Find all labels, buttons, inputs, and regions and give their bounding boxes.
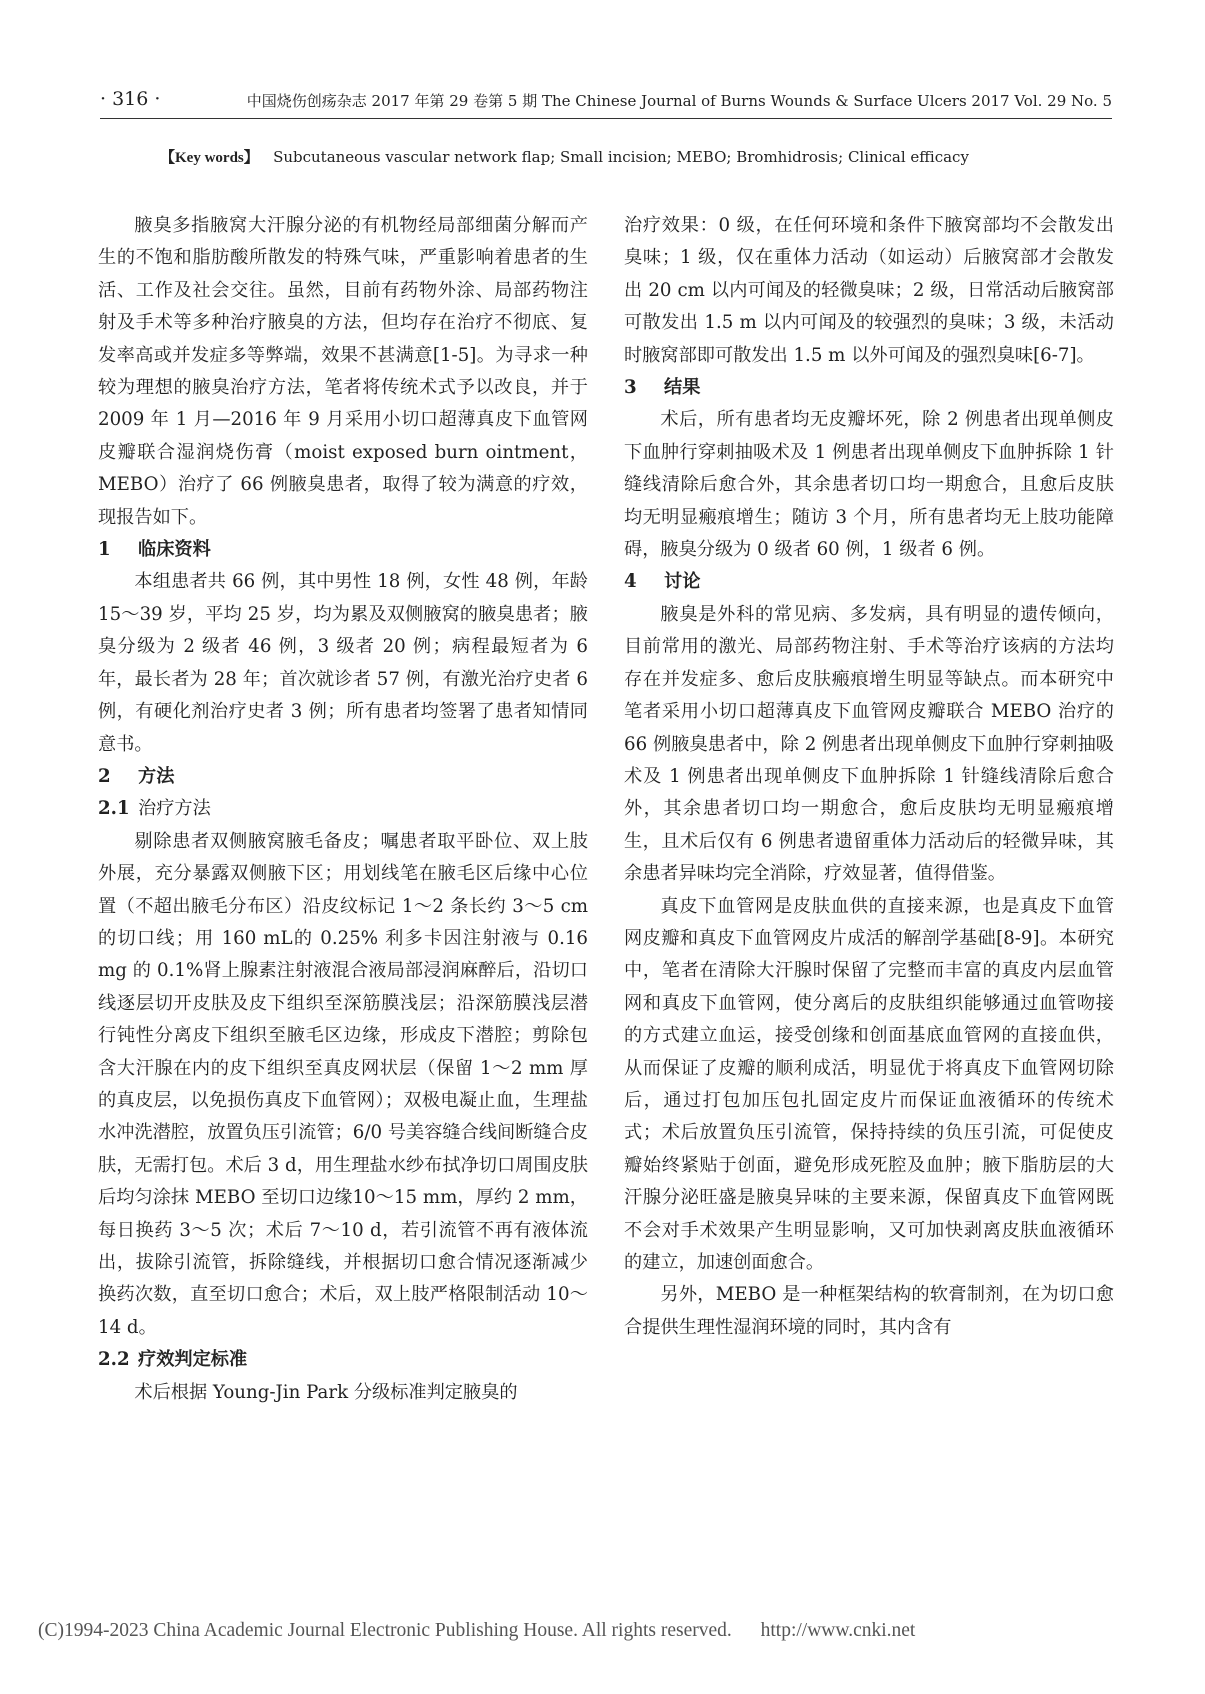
- section-2-2-heading: [98, 1344, 588, 1376]
- section-2-1-number: 2.1: [98, 798, 130, 820]
- section-3-paragraph: 术后，所有患者均无皮瓣坏死，除 2 例患者出现单侧皮下血肿行穿刺抽吸术及 1 例患者出现单侧皮下血肿拆除 1 针缝线清除后愈合外，其余患者切口均一期愈合，且愈后皮肤均无明显瘢痕增生；随访 3 个月，所有患者均无上肢功能障碍，腋臭分级为 0 级者 60 例，1 级者 6 例。: [624, 409, 1114, 561]
- running-header: [100, 88, 1112, 114]
- footer-url: http://www.cnki.net: [760, 1620, 916, 1641]
- section-1-paragraph: 本组患者共 66 例，其中男性 18 例，女性 48 例，年龄 15～39 岁，平均 25 岁，均为累及双侧腋窝的腋臭患者；腋臭分级为 2 级者 46 例，3 级者 20 例；病程最短者为 6 年，最长者为 28 年；首次就诊者 57 例，有激光治疗史者 6 例，有硬化剂治疗史者 3 例；所有患者均签署了患者知情同意书。: [98, 571, 588, 755]
- left-column: [98, 210, 588, 1409]
- section-3-title: 结果: [664, 377, 701, 399]
- section-4-title: 讨论: [664, 571, 701, 593]
- section-2-1-title: 治疗方法: [138, 798, 211, 820]
- section-2-2-number: 2.2: [98, 1349, 130, 1371]
- section-2-2-continuation: 治疗效果：0 级，在任何环境和条件下腋窝部均不会散发出臭味；1 级，仅在重体力活动（如运动）后腋窝部才会散发出 20 cm 以内可闻及的轻微臭味；2 级，日常活动后腋窝部可散发出 1.5 m 以内可闻及的较强烈的臭味；3 级，未活动时腋窝部即可散发出 1.5 m 以外可闻及的强烈臭味[6-7]。: [624, 215, 1114, 366]
- section-3-heading: [624, 372, 1114, 404]
- section-3-number: 3: [624, 377, 637, 399]
- section-1-title: 临床资料: [138, 539, 211, 561]
- page-number: · 316 ·: [100, 88, 161, 110]
- right-column: [624, 210, 1114, 1344]
- section-2-title: 方法: [138, 765, 175, 787]
- section-2-number: 2: [98, 765, 111, 787]
- copyright-footer: [38, 1620, 915, 1642]
- section-2-1-paragraph: 剔除患者双侧腋窝腋毛备皮；嘱患者取平卧位、双上肢外展，充分暴露双侧腋下区；用划线笔在腋毛区后缘中心位置（不超出腋毛分布区）沿皮纹标记 1～2 条长约 3～5 cm 的切口线；用 160 mL的 0.25% 利多卡因注射液与 0.16 mg 的 0.1%肾上腺素注射液混合液局部浸润麻醉后，沿切口线逐层切开皮肤及皮下组织至深筋膜浅层；沿深筋膜浅层潜行钝性分离皮下组织至腋毛区边缘，形成皮下潜腔；剪除包含大汗腺在内的皮下组织至真皮网状层（保留 1～2 mm 厚的真皮层，以免损伤真皮下血管网）；双极电凝止血，生理盐水冲洗潜腔，放置负压引流管；6/0 号美容缝合线间断缝合皮肤，无需打包。术后 3 d，用生理盐水纱布拭净切口周围皮肤后均匀涂抹 MEBO 至切口边缘10～15 mm，厚约 2 mm，每日换药 3～5 次；术后 7～10 d，若引流管不再有液体流出，拔除引流管，拆除缝线，并根据切口愈合情况逐渐减少换药次数，直至切口愈合；术后，双上肢严格限制活动 10～14 d。: [98, 830, 588, 1338]
- section-2-heading: [98, 761, 588, 793]
- intro-paragraph: 腋臭多指腋窝大汗腺分泌的有机物经局部细菌分解而产生的不饱和脂肪酸所散发的特殊气味，严重影响着患者的生活、工作及社会交往。虽然，目前有药物外涂、局部药物注射及手术等多种治疗腋臭的方法，但均存在治疗不彻底、复发率高或并发症多等弊端，效果不甚满意[1-5]。为寻求一种较为理想的腋臭治疗方法，笔者将传统术式予以改良，并于 2009 年 1 月—2016 年 9 月采用小切口超薄真皮下血管网皮瓣联合湿润烧伤膏（moist exposed burn ointment，MEBO）治疗了 66 例腋臭患者，取得了较为满意的疗效，现报告如下。: [98, 215, 588, 528]
- keywords-line: [160, 146, 969, 167]
- section-4-paragraph-1: 腋臭是外科的常见病、多发病，具有明显的遗传倾向，目前常用的激光、局部药物注射、手术等治疗该病的方法均存在并发症多、愈后皮肤瘢痕增生明显等缺点。而本研究中笔者采用小切口超薄真皮下血管网皮瓣联合 MEBO 治疗的 66 例腋臭患者中，除 2 例患者出现单侧皮下血肿行穿刺抽吸术及 1 例患者出现单侧皮下血肿拆除 1 针缝线清除后愈合外，其余患者切口均一期愈合，愈后皮肤均无明显瘢痕增生，且术后仅有 6 例患者遗留重体力活动后的轻微异味，其余患者异味均完全消除，疗效显著，值得借鉴。: [624, 603, 1114, 885]
- section-1-heading: [98, 534, 588, 566]
- header-rule: [100, 118, 1112, 119]
- section-4-number: 4: [624, 571, 637, 593]
- copyright-text: (C)1994-2023 China Academic Journal Electronic Publishing House. All rights reserved.: [38, 1620, 732, 1641]
- section-2-2-title: 疗效判定标准: [138, 1349, 248, 1371]
- section-4-paragraph-3: 另外，MEBO 是一种框架结构的软膏制剂，在为切口愈合提供生理性湿润环境的同时，其内含有: [624, 1284, 1114, 1338]
- keywords-text: Subcutaneous vascular network flap; Small incision; MEBO; Bromhidrosis; Clinical efficacy: [273, 148, 969, 166]
- section-2-2-paragraph: 术后根据 Young-Jin Park 分级标准判定腋臭的: [134, 1381, 518, 1403]
- section-2-1-heading: [98, 793, 588, 825]
- section-4-paragraph-2: 真皮下血管网是皮肤血供的直接来源，也是真皮下血管网皮瓣和真皮下血管网皮片成活的解剖学基础[8-9]。本研究中，笔者在清除大汗腺时保留了完整而丰富的真皮内层血管网和真皮下血管网，使分离后的皮肤组织能够通过血管吻接的方式建立血运，接受创缘和创面基底血管网的直接血供，从而保证了皮瓣的顺利成活，明显优于将真皮下血管网切除后，通过打包加压包扎固定皮片而保证血液循环的传统术式；术后放置负压引流管，保持持续的负压引流，可促使皮瓣始终紧贴于创面，避免形成死腔及血肿；腋下脂肪层的大汗腺分泌旺盛是腋臭异味的主要来源，保留真皮下血管网既不会对手术效果产生明显影响，又可加快剥离皮肤血液循环的建立，加速创面愈合。: [624, 895, 1114, 1273]
- section-4-heading: [624, 566, 1114, 598]
- section-1-number: 1: [98, 539, 111, 561]
- keywords-label: 【Key words】: [160, 150, 259, 166]
- journal-citation: 中国烧伤创疡杂志 2017 年第 29 卷第 5 期 The Chinese Journal of Burns Wounds & Surface Ulcers 2017 Vol. 29 No. 5: [246, 92, 1112, 110]
